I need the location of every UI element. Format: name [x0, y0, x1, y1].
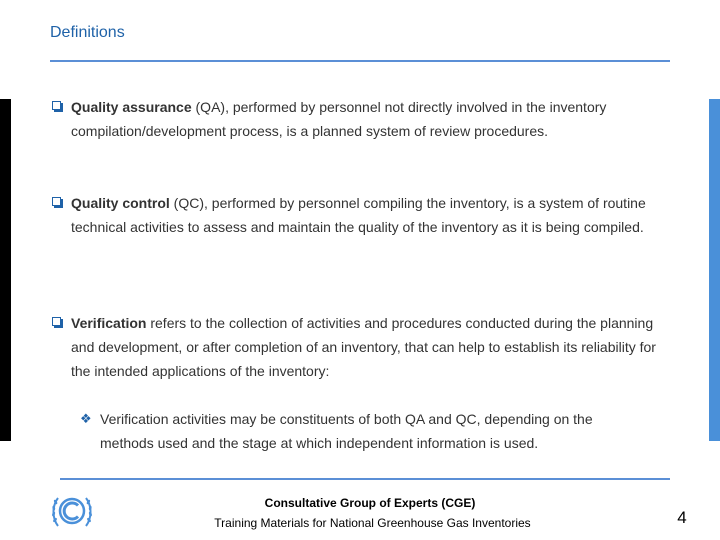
footer-subtitle: Training Materials for National Greenhouse Gas Inventories — [214, 516, 531, 530]
definition-text: , performed by personnel not directly involved in the inventory compilation/development process, is a planned system of review procedures. — [71, 99, 607, 139]
definition-text: refers to the collection of activities and procedures conducted during the planning and development, or after completion of an inventory, that can help to establish its reliability for the intended applications of the inventory: — [71, 315, 656, 379]
term-label: Quality assurance — [71, 99, 192, 115]
square-bullet-icon — [52, 197, 61, 206]
page-title: Definitions — [50, 24, 125, 41]
list-item — [50, 311, 660, 383]
list-item-text — [71, 191, 660, 239]
term-abbreviation: (QC) — [169, 195, 205, 211]
list-item-text — [71, 311, 660, 383]
term-abbreviation: (QA) — [191, 99, 226, 115]
page-number: 4 — [677, 508, 687, 527]
title-divider — [50, 60, 670, 62]
sub-list-item — [78, 407, 648, 455]
sub-list-item-text: Verification activities may be constituents of both QA and QC, depending on the methods used and the stage at which independent information is used. — [100, 411, 593, 451]
list-item-text — [71, 95, 660, 143]
left-side-bar — [0, 99, 11, 441]
list-item — [50, 95, 660, 143]
footer-divider — [60, 478, 670, 480]
right-side-bar — [709, 99, 720, 441]
definition-text: , performed by personnel compiling the inventory, is a system of routine technical activities to assess and maintain the quality of the inventory as it is being compiled. — [71, 195, 646, 235]
term-label: Quality control — [71, 195, 170, 211]
square-bullet-icon — [52, 317, 61, 326]
footer-organization: Consultative Group of Experts (CGE) — [264, 496, 476, 510]
term-label: Verification — [71, 315, 147, 331]
diamond-bullet-icon: ❖ — [80, 411, 92, 426]
list-item — [50, 191, 660, 239]
square-bullet-icon — [52, 101, 61, 110]
un-emblem-logo — [48, 488, 96, 536]
